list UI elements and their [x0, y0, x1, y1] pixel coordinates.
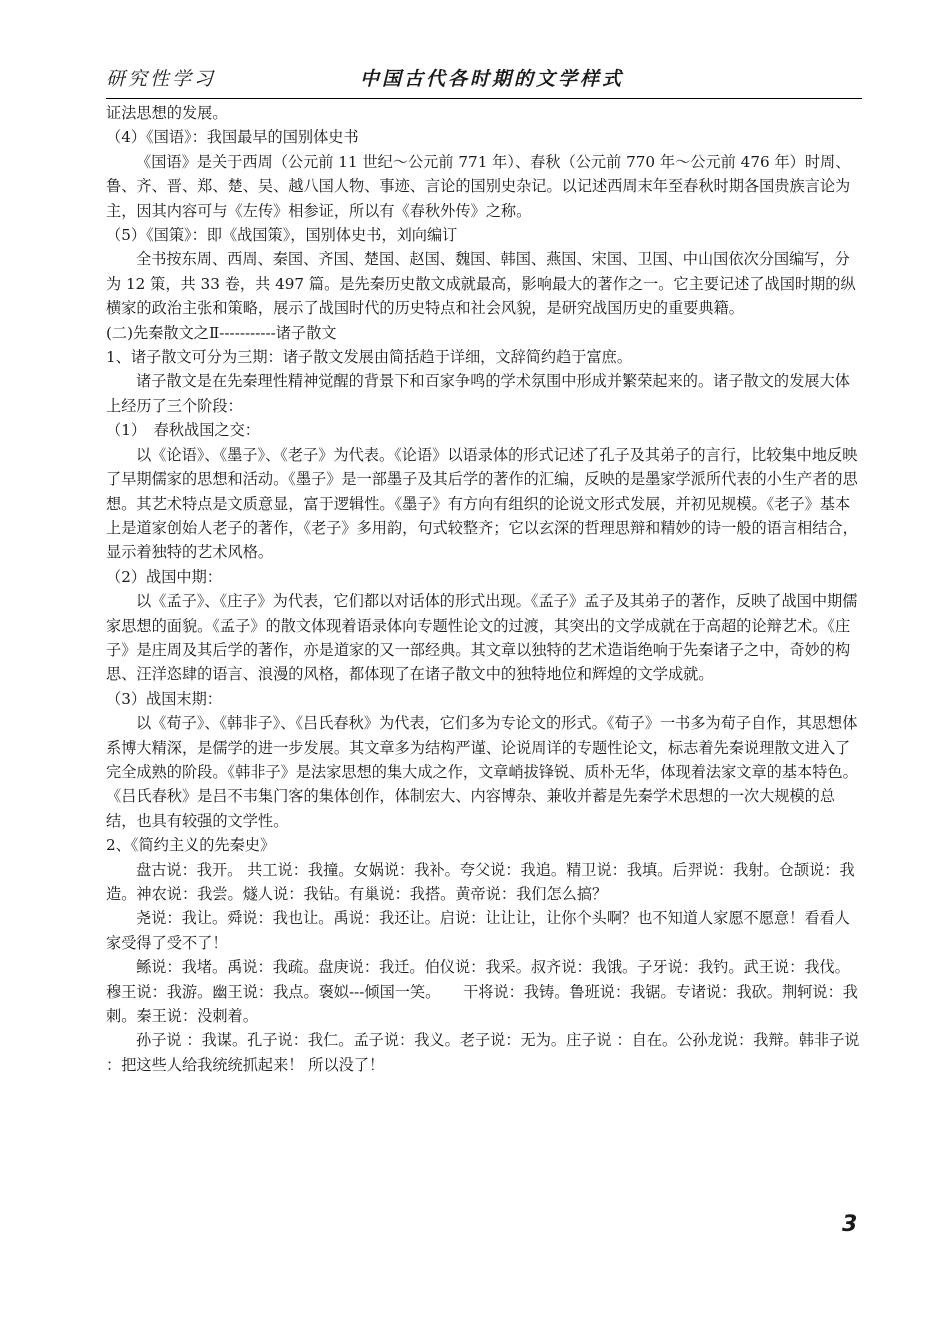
section-heading: （2）战国中期： — [106, 567, 222, 586]
paragraph: 全书按东周、西周、秦国、齐国、楚国、赵国、魏国、韩国、燕国、宋国、卫国、中山国依次分国编写，分为 12 策，共 33 卷，共 497 篇。是先秦历史散文成就最高，影响最大的著作之一。它主要记述了战国时期的纵横家的政治主张和策略，展示了战国时代的历史特点和社会风貌，是研究战国历史的重要典籍。 — [106, 250, 856, 318]
paragraph: 以《论语》、《墨子》、《老子》为代表。《论语》以语录体的形式记述了孔子及其弟子的言行，比较集中地反映了早期儒家的思想和活动。《墨子》是一部墨子及其后学的著作的汇编，反映的是墨家学派所代表的小生产者的思想。其艺术特点是文质意显，富于逻辑性。《墨子》有方向有组织的论说文形式发展，并初见规模。《老子》基本上是道家创始人老子的著作，《老子》多用韵，句式较整齐；它以玄深的哲理思辩和精妙的诗一般的语言相结合，显示着独特的艺术风格。 — [106, 445, 858, 562]
page-content — [106, 101, 862, 1077]
page-number: 3 — [842, 1212, 858, 1237]
section-heading: 2、《简约主义的先秦史》 — [106, 836, 276, 855]
paragraph: 证法思想的发展。 — [106, 104, 228, 122]
section-heading: 1、诸子散文可分为三期：诸子散文发展由简括趋于详细，文辞简约趋于富庶。 — [106, 348, 633, 367]
header-left-title: 研究性学习 — [106, 68, 217, 90]
section-heading: （1） 春秋战国之交： — [106, 421, 260, 440]
paragraph: 盘古说：我开。 共工说：我撞。女娲说：我补。夸父说：我追。精卫说：我填。后羿说：我射。仓颉说：我造。神农说：我尝。燧人说：我钻。有巢说：我搭。黄帝说：我们怎么搞？ — [106, 860, 855, 903]
paragraph: 尧说：我让。舜说：我也让。禹说：我还让。启说：让让让，让你个头啊？也不知道人家愿不愿意！看看人家受得了受不了！ — [106, 909, 850, 952]
header-center-title: 中国古代各时期的文学样式 — [360, 68, 625, 90]
paragraph: 诸子散文是在先秦理性精神觉醒的背景下和百家争鸣的学术氛围中形成并繁荣起来的。诸子散文的发展大体上经历了三个阶段： — [106, 372, 850, 415]
section-heading: (二)先秦散文之Ⅱ-----------诸子散文 — [106, 323, 337, 342]
page-header — [106, 64, 862, 99]
paragraph: 《国语》是关于西周（公元前 11 世纪～公元前 771 年）、春秋（公元前 770 年～公元前 476 年）时周、鲁、齐、晋、郑、楚、吴、越八国人物、事迹、言论的国别史杂记。以记述西周末年至春秋时期各国贵族言论为主，因其内容可与《左传》相参证，所以有《春秋外传》之称。 — [106, 152, 851, 220]
paragraph: 鲧说：我堵。禹说：我疏。盘庚说：我迁。伯仪说：我采。叔齐说：我饿。子牙说：我钓。武王说：我伐。穆王说：我游。幽王说：我点。褒姒---倾国一笑。 干将说：我铸。鲁班说：我锯。专诸说：我砍。荆轲说：我刺。秦王说：没刺着。 — [106, 958, 858, 1026]
section-heading: （5）《国策》：即《战国策》，国别体史书，刘向编订 — [106, 226, 458, 245]
paragraph: 以《孟子》、《庄子》为代表，它们都以对话体的形式出现。《孟子》孟子及其弟子的著作，反映了战国中期儒家思想的面貌。《孟子》的散文体现着语录体向专题性论文的过渡，其突出的文学成就在于高超的论辩艺术。《庄子》是庄周及其后学的著作，亦是道家的又一部经典。其文章以独特的艺术造诣绝响于先秦诸子之中，奇妙的构思、汪洋恣肆的语言、浪漫的风格，都体现了在诸子散文中的独特地位和辉煌的文学成就。 — [106, 592, 858, 684]
section-heading: （4）《国语》：我国最早的国别体史书 — [106, 128, 359, 147]
paragraph: 以《荀子》、《韩非子》、《吕氏春秋》为代表，它们多为专论文的形式。《荀子》一书多为荀子自作，其思想体系博大精深，是儒学的进一步发展。其文章多为结构严谨、论说周详的专题性论文，标志着先秦说理散文进入了完全成熟的阶段。《韩非子》是法家思想的集大成之作，文章峭拔锋锐、质朴无华，体现着法家文章的基本特色。《吕氏春秋》是吕不韦集门客的集体创作，体制宏大、内容博杂、兼收并蓄是先秦学术思想的一次大规模的总结，也具有较强的文学性。 — [106, 714, 858, 830]
paragraph: 孙子说 ：我谋。孔子说：我仁。孟子说：我义。老子说：无为。庄子说 ：自在。公孙龙说：我辩。韩非子说 ：把这些人给我统统抓起来！ 所以没了！ — [106, 1031, 860, 1074]
section-heading: （3）战国末期： — [106, 689, 222, 708]
